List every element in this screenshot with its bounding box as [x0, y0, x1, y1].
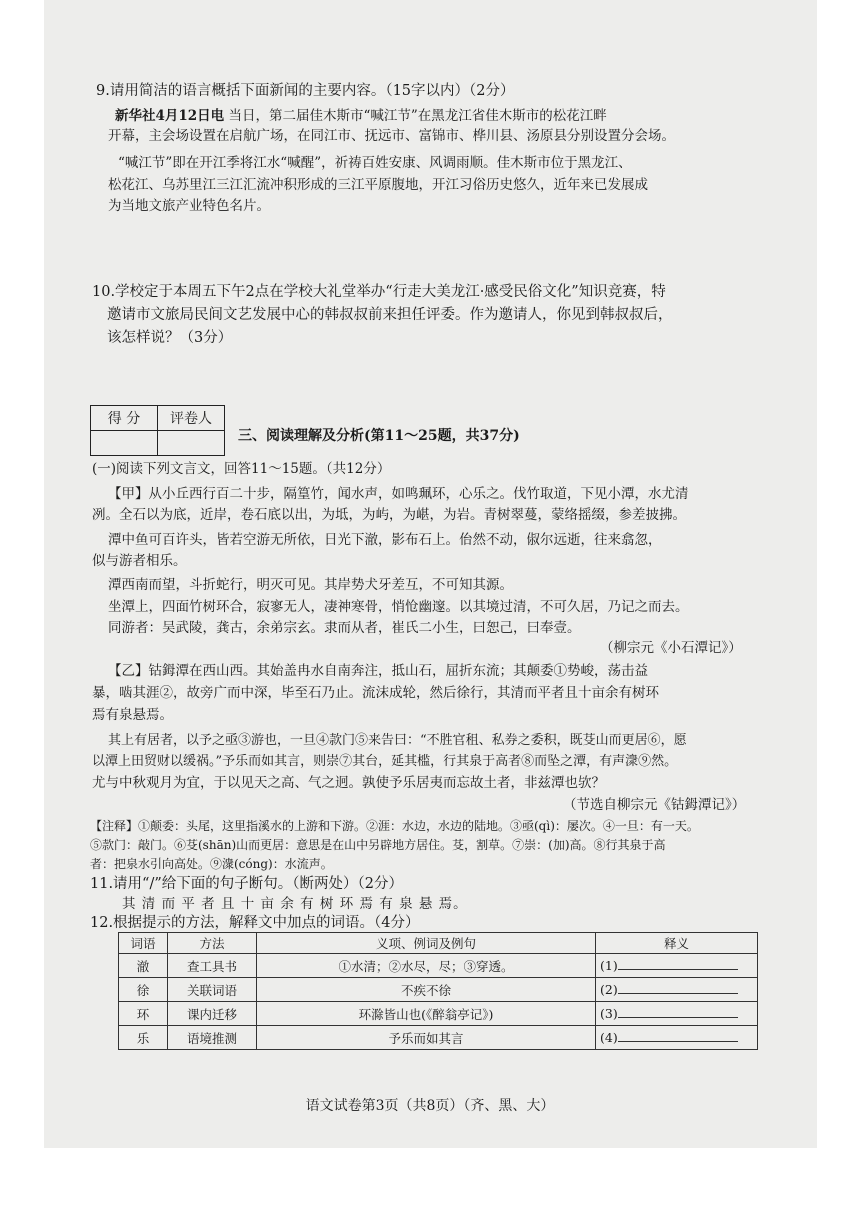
jia-source: （柳宗元《小石潭记》）	[600, 640, 742, 656]
answer-cell[interactable]	[596, 978, 758, 1002]
table-row	[119, 954, 758, 978]
jia-line6: 坐潭上，四面竹树环合，寂寥无人，凄神寒骨，悄怆幽邃。以其境过清，不可久居，乃记之而去。	[108, 599, 689, 615]
jia-line1: 【甲】从小丘西行百二十步，隔篁竹，闻水声，如鸣珮环，心乐之。伐竹取道，下见小潭，水尤清	[108, 486, 689, 502]
notes-line2: ⑤款门：敲门。⑥芟(shān)山而更居：意思是在山中另辟地方居住。芟，割草。⑦崇：(加)高。⑧行其泉于高	[90, 838, 666, 852]
jia-line3: 潭中鱼可百许头，皆若空游无所依，日光下澈，影布石上。佁然不动，俶尔远逝，往来翕忽，	[108, 532, 662, 548]
q12-prompt: 12.根据提示的方法，解释文中加点的词语。（4分）	[90, 915, 420, 931]
q12-table-header	[119, 933, 758, 954]
score-cell[interactable]	[91, 431, 158, 456]
header-method: 方法	[168, 933, 257, 954]
q9-news-line4: 松花江、乌苏里江三江汇流冲积形成的三江平原腹地，开江习俗历史悠久，近年来已发展成	[108, 177, 648, 193]
jia-line2: 冽。全石以为底，近岸，卷石底以出，为坻，为屿，为嵁，为岩。青树翠蔓，蒙络摇缀，参差披拂。	[92, 507, 686, 523]
score-box	[90, 405, 225, 456]
yi-line5: 以潭上田贸财以缓祸。”予乐而如其言，则崇⑦其台，延其槛，行其泉于高者⑧而坠之潭，有声潨⑨然。	[92, 754, 678, 769]
row-method: 查工具书	[168, 954, 257, 978]
grader-label: 评卷人	[158, 406, 225, 431]
row-word: 环	[119, 1002, 168, 1026]
q12-table	[118, 932, 758, 1050]
header-meaning: 释义	[596, 933, 758, 954]
yi-line2: 暴，啮其涯②，故旁广而中深，毕至石乃止。流沫成轮，然后徐行，其清而平者且十亩余有树环	[92, 685, 659, 701]
q10-line1: 10.学校定于本周五下午2点在学校大礼堂举办“行走大美龙江·感受民俗文化”知识竞赛，特	[92, 284, 666, 300]
row-example: ①水清；②水尽，尽；③穿透。	[257, 954, 596, 978]
part1-heading: (一)阅读下列文言文，回答11～15题。（共12分）	[92, 461, 391, 477]
table-row	[119, 978, 758, 1002]
page-footer: 语文试卷第3页（共8页）（齐、黑、大）	[305, 1098, 555, 1114]
q11-sentence: 其 清 而 平 者 且 十 亩 余 有 树 环 焉 有 泉 悬 焉。	[122, 896, 468, 912]
row-word: 徐	[119, 978, 168, 1002]
section3-heading: 三、阅读理解及分析(第11～25题，共37分)	[238, 428, 520, 444]
answer-cell[interactable]	[596, 1026, 758, 1050]
jia-line4: 似与游者相乐。	[92, 553, 187, 569]
answer-number: (4)	[600, 1030, 618, 1045]
answer-cell[interactable]	[596, 954, 758, 978]
table-row	[119, 1002, 758, 1026]
row-example: 予乐而如其言	[257, 1026, 596, 1050]
row-word: 乐	[119, 1026, 168, 1050]
q9-news-line2: 开幕，主会场设置在启航广场，在同江市、抚远市、富锦市、桦川县、汤原县分别设置分会场。	[108, 128, 675, 144]
answer-number: (3)	[600, 1006, 618, 1021]
header-word: 词语	[119, 933, 168, 954]
yi-source: （节选自柳宗元《钴鉧潭记》）	[563, 797, 746, 813]
yi-line6: 尤与中秋观月为宜，于以见天之高、气之迥。孰使予乐居夷而忘故土者，非兹潭也欤？	[92, 775, 605, 791]
row-method: 关联词语	[168, 978, 257, 1002]
answer-cell[interactable]	[596, 1002, 758, 1026]
yi-line3: 焉有泉悬焉。	[92, 707, 173, 723]
row-example: 不疾不徐	[257, 978, 596, 1002]
answer-blank[interactable]	[618, 969, 738, 970]
score-label: 得 分	[91, 406, 158, 431]
row-word: 澈	[119, 954, 168, 978]
q9-news-lead: 新华社4月12日电	[115, 108, 225, 124]
notes-line3: 者：把泉水引向高处。⑨潨(cóng)：水流声。	[90, 857, 333, 871]
yi-line1: 【乙】钴鉧潭在西山西。其始盖冉水自南奔注，抵山石，屈折东流；其颠委①势峻，荡击益	[108, 663, 648, 679]
yi-line4: 其上有居者，以予之亟③游也，一旦④款门⑤来告曰：“不胜官租、私券之委积，既芟山而更居⑥，愿	[108, 733, 687, 748]
answer-blank[interactable]	[618, 1017, 738, 1018]
jia-line7: 同游者：吴武陵，龚古，余弟宗玄。隶而从者，崔氏二小生，曰恕己，曰奉壹。	[108, 620, 581, 636]
notes-line1: 【注释】①颠委：头尾，这里指溪水的上游和下游。②涯：水边，水边的陆地。③亟(qì)：屡次。④一旦：有一天。	[90, 819, 699, 833]
q9-news-line3: “喊江节”即在开江季将江水“喊醒”，祈祷百姓安康、风调雨顺。佳木斯市位于黑龙江、	[118, 155, 632, 171]
q9-news-line1-text: 当日，第二届佳木斯市“喊江节”在黑龙江省佳木斯市的松花江畔	[224, 108, 607, 124]
grader-cell[interactable]	[158, 431, 225, 456]
q11-prompt: 11.请用“/”给下面的句子断句。（断两处）（2分）	[90, 876, 403, 892]
row-example: 环滁皆山也(《醉翁亭记》)	[257, 1002, 596, 1026]
answer-blank[interactable]	[618, 1041, 738, 1042]
q10-line3: 该怎样说？（3分）	[107, 330, 233, 346]
answer-blank[interactable]	[618, 993, 738, 994]
header-example: 义项、例词及例句	[257, 933, 596, 954]
q10-line2: 邀请市文旅局民间文艺发展中心的韩叔叔前来担任评委。作为邀请人，你见到韩叔叔后，	[107, 307, 673, 323]
table-row	[119, 1026, 758, 1050]
jia-line5: 潭西南而望，斗折蛇行，明灭可见。其岸势犬牙差互，不可知其源。	[108, 577, 513, 593]
q9-news-line5: 为当地文旅产业特色名片。	[108, 198, 270, 214]
row-method: 课内迁移	[168, 1002, 257, 1026]
answer-number: (2)	[600, 982, 618, 997]
row-method: 语境推测	[168, 1026, 257, 1050]
q9-prompt: 9.请用简洁的语言概括下面新闻的主要内容。（15字以内）（2分）	[96, 83, 515, 99]
q9-news-line1	[115, 106, 607, 126]
answer-number: (1)	[600, 958, 618, 973]
